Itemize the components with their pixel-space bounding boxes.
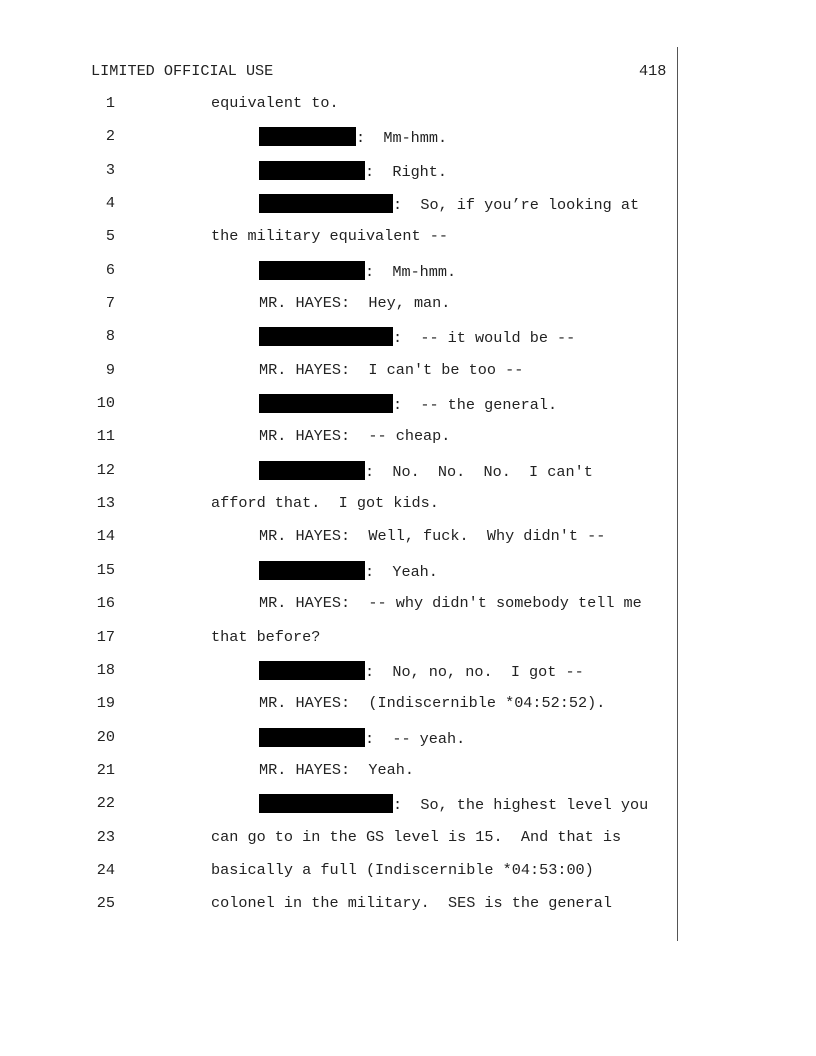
line-content: afford that. I got kids. bbox=[211, 494, 439, 513]
transcript-line bbox=[0, 861, 816, 894]
line-content: MR. HAYES: Yeah. bbox=[259, 760, 414, 779]
page-number: 418 bbox=[639, 62, 667, 80]
line-number: 9 bbox=[105, 360, 115, 379]
transcript-line bbox=[0, 261, 816, 294]
redaction-block bbox=[259, 194, 393, 213]
line-number: 8 bbox=[105, 327, 115, 346]
transcript-line bbox=[0, 127, 816, 160]
line-text bbox=[211, 894, 612, 912]
transcript-line bbox=[0, 527, 816, 560]
line-text bbox=[259, 461, 593, 481]
line-number: 14 bbox=[96, 527, 115, 546]
transcript-line bbox=[0, 894, 816, 927]
line-number: 6 bbox=[105, 260, 115, 279]
line-content: can go to in the GS level is 15. And that is bbox=[211, 827, 622, 846]
line-text bbox=[259, 127, 447, 147]
line-text bbox=[211, 94, 339, 112]
redaction-block bbox=[259, 461, 365, 480]
redaction-block bbox=[259, 794, 393, 813]
line-number: 18 bbox=[96, 660, 115, 679]
line-content: : Right. bbox=[365, 162, 448, 181]
transcript-line bbox=[0, 594, 816, 627]
redaction-block bbox=[259, 728, 365, 747]
line-text bbox=[259, 527, 605, 545]
transcript-line bbox=[0, 828, 816, 861]
transcript-line bbox=[0, 494, 816, 527]
transcript-line bbox=[0, 694, 816, 727]
line-content: : Yeah. bbox=[365, 562, 438, 581]
transcript-line bbox=[0, 461, 816, 494]
line-text bbox=[259, 394, 557, 414]
line-content: : -- yeah. bbox=[365, 729, 466, 748]
line-content: : No. No. No. I can't bbox=[365, 462, 593, 481]
line-content: MR. HAYES: Well, fuck. Why didn't -- bbox=[259, 527, 606, 546]
line-content: : Mm-hmm. bbox=[356, 129, 448, 148]
transcript-line bbox=[0, 661, 816, 694]
line-number: 20 bbox=[96, 727, 115, 746]
line-text bbox=[211, 227, 448, 245]
line-number: 22 bbox=[96, 794, 115, 813]
line-number: 21 bbox=[96, 760, 115, 779]
line-text bbox=[259, 294, 450, 312]
line-number: 12 bbox=[96, 460, 115, 479]
line-text bbox=[259, 361, 523, 379]
line-text bbox=[259, 261, 456, 281]
transcript-line bbox=[0, 294, 816, 327]
line-number: 16 bbox=[96, 594, 115, 613]
line-text bbox=[211, 828, 621, 846]
transcript-line bbox=[0, 361, 816, 394]
line-content: the military equivalent -- bbox=[211, 227, 448, 246]
line-text bbox=[259, 194, 639, 214]
line-number: 19 bbox=[96, 694, 115, 713]
line-text bbox=[259, 327, 575, 347]
line-text bbox=[259, 694, 605, 712]
line-number: 13 bbox=[96, 494, 115, 513]
transcript-lines bbox=[0, 94, 816, 928]
line-number: 5 bbox=[105, 227, 115, 246]
transcript-line bbox=[0, 94, 816, 127]
line-content: : Mm-hmm. bbox=[365, 262, 457, 281]
line-text bbox=[259, 594, 642, 612]
transcript-line bbox=[0, 561, 816, 594]
redaction-block bbox=[259, 661, 365, 680]
redaction-block bbox=[259, 394, 393, 413]
line-content: MR. HAYES: -- cheap. bbox=[259, 427, 451, 446]
line-content: : So, the highest level you bbox=[393, 796, 649, 815]
transcript-line bbox=[0, 394, 816, 427]
transcript-line bbox=[0, 761, 816, 794]
line-number: 15 bbox=[96, 560, 115, 579]
transcript-line bbox=[0, 628, 816, 661]
transcript-line bbox=[0, 194, 816, 227]
line-content: MR. HAYES: -- why didn't somebody tell me bbox=[259, 594, 642, 613]
line-text bbox=[259, 561, 438, 581]
redaction-block bbox=[259, 561, 365, 580]
classification-header: LIMITED OFFICIAL USE bbox=[91, 62, 274, 80]
transcript-line bbox=[0, 327, 816, 360]
line-content: : No, no, no. I got -- bbox=[365, 662, 584, 681]
line-number: 25 bbox=[96, 894, 115, 913]
line-number: 2 bbox=[105, 127, 115, 146]
transcript-line bbox=[0, 227, 816, 260]
line-content: : So, if you’re looking at bbox=[393, 196, 640, 215]
line-content: basically a full (Indiscernible *04:53:00) bbox=[211, 860, 594, 879]
line-content: that before? bbox=[211, 627, 321, 646]
redaction-block bbox=[259, 261, 365, 280]
transcript-line bbox=[0, 794, 816, 827]
line-content: MR. HAYES: (Indiscernible *04:52:52). bbox=[259, 694, 606, 713]
line-text bbox=[211, 861, 594, 879]
line-number: 7 bbox=[105, 294, 115, 313]
line-text bbox=[259, 794, 648, 814]
redaction-block bbox=[259, 127, 356, 146]
line-text bbox=[259, 728, 465, 748]
line-content: MR. HAYES: I can't be too -- bbox=[259, 360, 524, 379]
line-number: 24 bbox=[96, 860, 115, 879]
line-text bbox=[211, 494, 439, 512]
line-number: 4 bbox=[105, 194, 115, 213]
line-text bbox=[259, 161, 447, 181]
line-number: 11 bbox=[96, 427, 115, 446]
transcript-line bbox=[0, 161, 816, 194]
redaction-block bbox=[259, 327, 393, 346]
line-text bbox=[259, 427, 450, 445]
line-text bbox=[259, 761, 414, 779]
transcript-line bbox=[0, 427, 816, 460]
line-content: MR. HAYES: Hey, man. bbox=[259, 294, 451, 313]
line-content: equivalent to. bbox=[211, 94, 339, 112]
line-text bbox=[259, 661, 584, 681]
line-content: : -- it would be -- bbox=[393, 329, 576, 348]
redaction-block bbox=[259, 161, 365, 180]
line-text bbox=[211, 628, 320, 646]
line-content: : -- the general. bbox=[393, 396, 558, 415]
line-content: colonel in the military. SES is the general bbox=[211, 894, 613, 913]
line-number: 10 bbox=[96, 394, 115, 413]
line-number: 3 bbox=[105, 160, 115, 179]
line-number: 17 bbox=[96, 627, 115, 646]
transcript-line bbox=[0, 728, 816, 761]
line-number: 23 bbox=[96, 827, 115, 846]
line-number: 1 bbox=[105, 94, 115, 112]
